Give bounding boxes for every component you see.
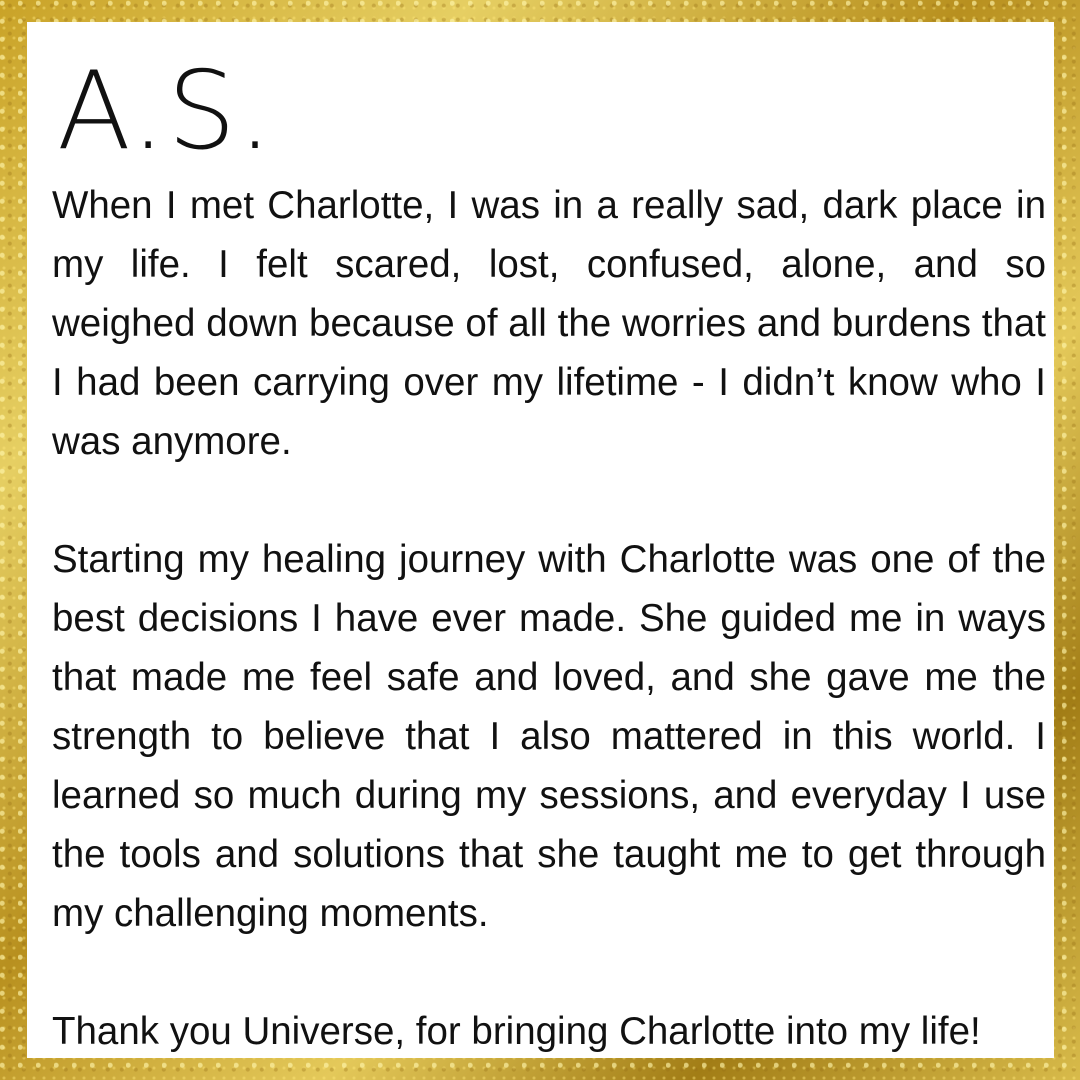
testimonial-paragraph-2: Starting my healing journey with Charlotte was one of the best decisions I have ever made. She guided me in ways that made me feel safe and loved, and she gave me the strength to believe that I also mattered in this world. I learned so much during my sessions, and everyday I use the tools and solutions that she taught me to get through my challenging moments. [52, 538, 1046, 935]
testimonial-paragraph-3: Thank you Universe, for bringing Charlotte into my life! [52, 1010, 981, 1053]
testimonial-card [27, 22, 1054, 1058]
testimonial-initials: A.S. [57, 49, 275, 174]
testimonial-paragraph-1: When I met Charlotte, I was in a really sad, dark place in my life. I felt scared, lost, confused, alone, and so weighed down because of all the worries and burdens that I had been carrying over my lifetime - I didn’t know who I was anymore. [52, 184, 1046, 463]
